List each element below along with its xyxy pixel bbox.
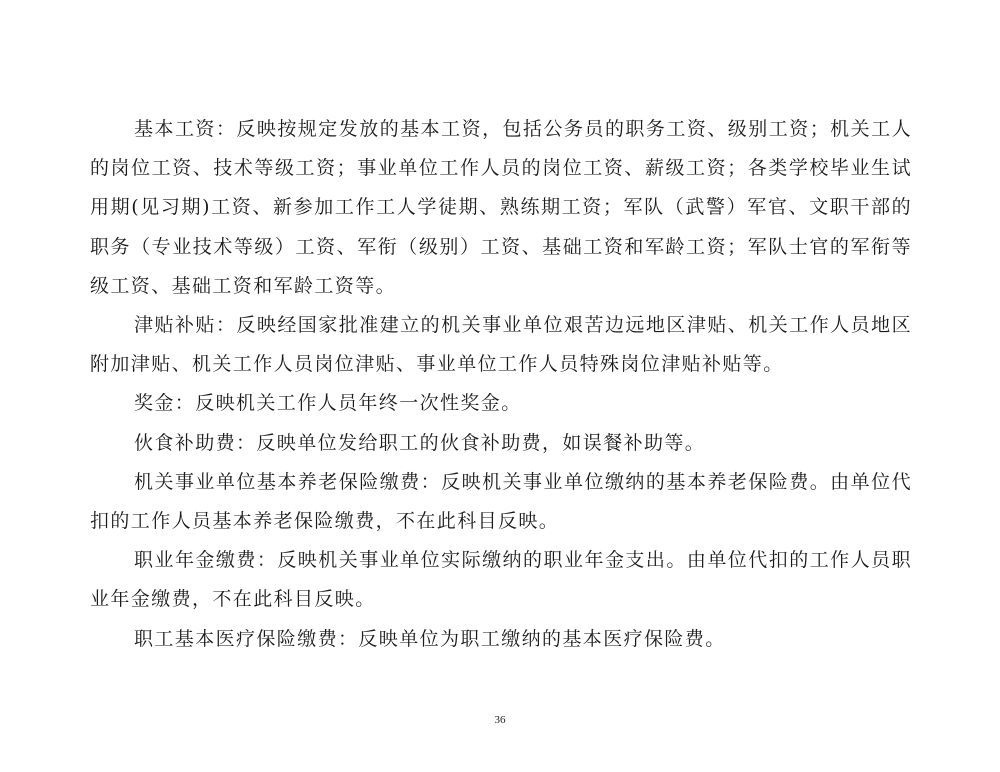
paragraph-bonus: 奖金：反映机关工作人员年终一次性奖金。 — [134, 392, 522, 415]
paragraph-occupational-annuity: 职业年金缴费：反映机关事业单位实际缴纳的职业年金支出。由单位代扣的工作人员职业年金缴费，不在此科目反映。 — [90, 549, 912, 611]
paragraph-allowances: 津贴补贴：反映经国家批准建立的机关事业单位艰苦边远地区津贴、机关工作人员地区附加津贴、机关工作人员岗位津贴、事业单位工作人员特殊岗位津贴补贴等。 — [90, 314, 912, 376]
body-text — [90, 110, 912, 659]
paragraph-pension-insurance: 机关事业单位基本养老保险缴费：反映机关事业单位缴纳的基本养老保险费。由单位代扣的工作人员基本养老保险缴费，不在此科目反映。 — [90, 470, 912, 533]
paragraph-basic-salary: 基本工资：反映按规定发放的基本工资，包括公务员的职务工资、级别工资；机关工人的岗位工资、技术等级工资；事业单位工作人员的岗位工资、薪级工资；各类学校毕业生试用期(见习期)工资、新参加工作工人学徒期、熟练期工资；军队（武警）军官、文职干部的职务（专业技术等级）工资、军衔（级别）工资、基础工资和军龄工资；军队士官的军衔等级工资、基础工资和军龄工资等。 — [90, 118, 912, 297]
paragraph-meal-subsidy: 伙食补助费：反映单位发给职工的伙食补助费，如误餐补助等。 — [134, 431, 706, 454]
paragraph-medical-insurance: 职工基本医疗保险缴费：反映单位为职工缴纳的基本医疗保险费。 — [134, 627, 726, 650]
page-number: 36 — [494, 714, 506, 726]
